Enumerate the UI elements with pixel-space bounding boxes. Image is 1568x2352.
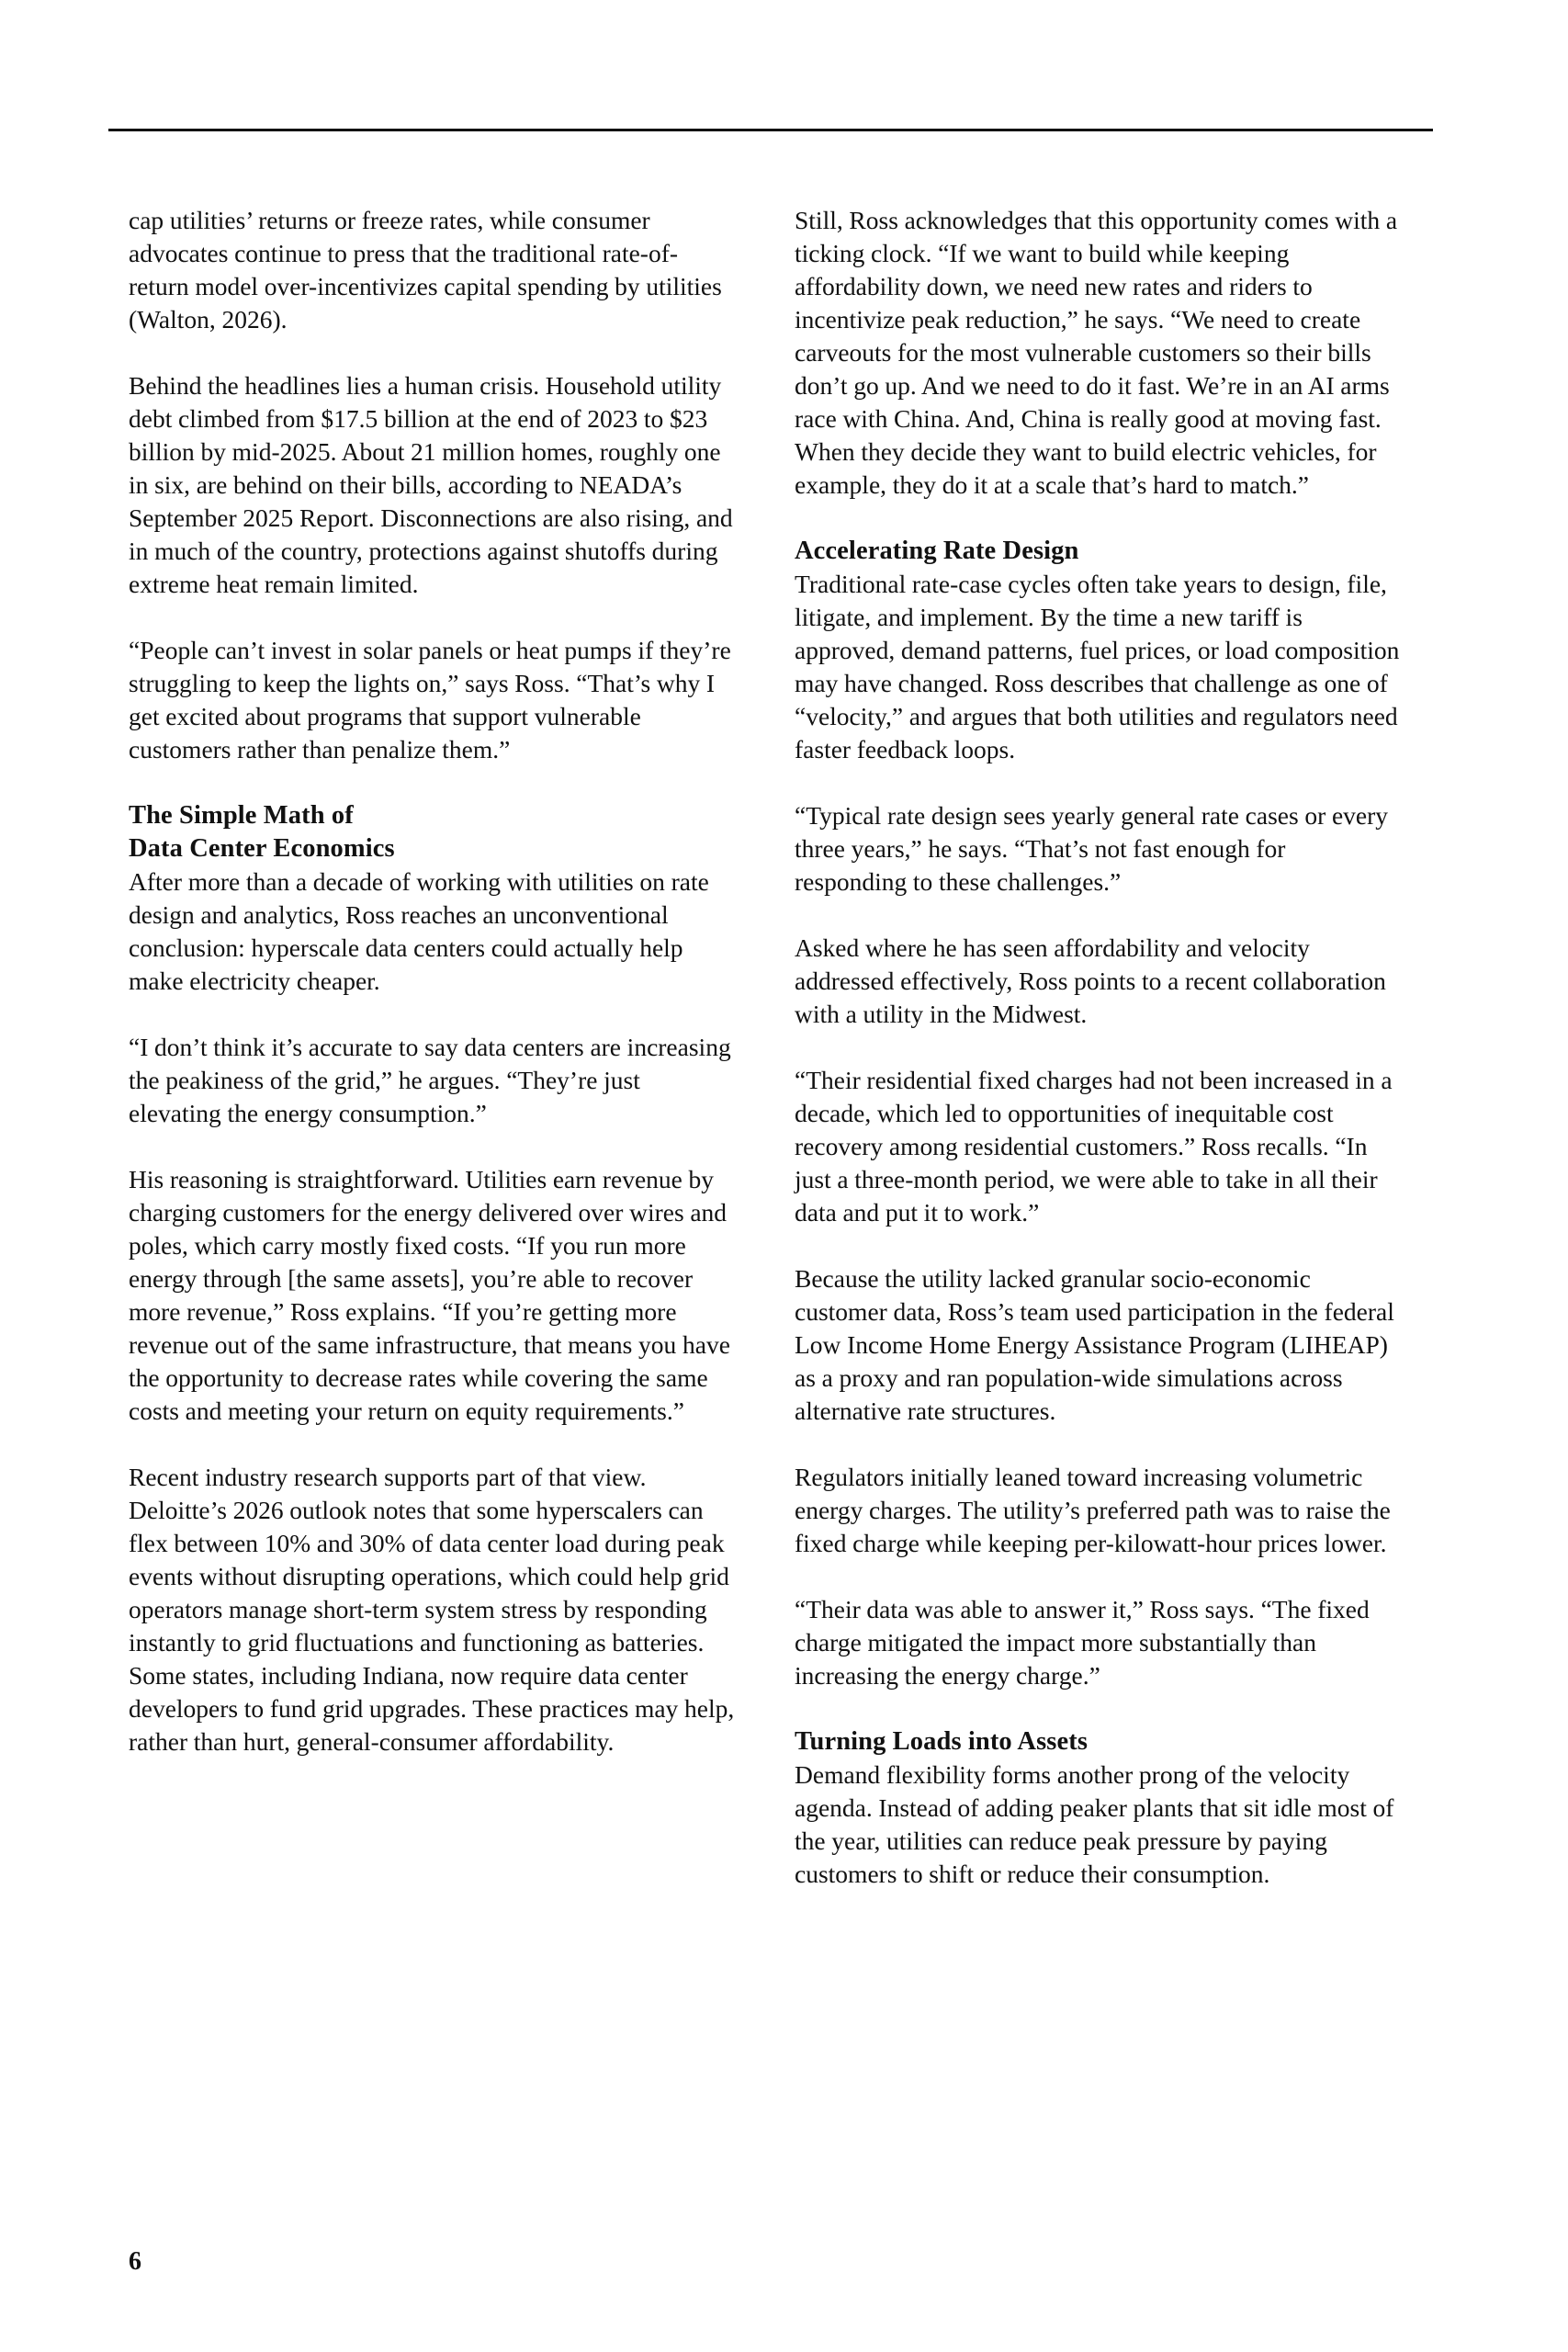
body-paragraph: Because the utility lacked granular socio-economic customer data, Ross’s team used participation in the federal Low Income Home Energy Assistance Program (LIHEAP) as a proxy and ran population-wide simulations across alternative rate structures. xyxy=(795,1264,1394,1425)
body-paragraph: “People can’t invest in solar panels or heat pumps if they’re struggling to keep the lights on,” says Ross. “That’s why I get excited about programs that support vulnerable customers rather than penalize them.” xyxy=(129,636,731,763)
right-column xyxy=(795,204,1401,1891)
body-paragraph: Asked where he has seen affordability and velocity addressed effectively, Ross points to a recent collaboration with a utility in the Midwest. xyxy=(795,933,1386,1028)
body-paragraph: Traditional rate-case cycles often take years to design, file, litigate, and implement. By the time a new tariff is approved, demand patterns, fuel prices, or load composition may have changed. Ross describes that challenge as one of “velocity,” and argues that both utilities and regulators need faster feedback loops. xyxy=(795,570,1400,763)
body-paragraph: “Typical rate design sees yearly general rate cases or every three years,” he says. “That’s not fast enough for responding to these challenges.” xyxy=(795,801,1389,896)
body-paragraph: Demand flexibility forms another prong of the velocity agenda. Instead of adding peaker plants that sit idle most of the year, utilities can reduce peak pressure by paying customers to shift or reduce their consumption. xyxy=(795,1760,1394,1888)
body-paragraph: Behind the headlines lies a human crisis. Household utility debt climbed from $17.5 billion at the end of 2023 to $23 billion by mid-2025. About 21 million homes, roughly one in six, are behind on their bills, according to NEADA’s September 2025 Report. Disconnections are also rising, and in much of the country, protections against shutoffs during extreme heat remain limited. xyxy=(129,371,733,598)
left-column xyxy=(129,204,735,1758)
header-rule xyxy=(108,129,1433,131)
section-heading: Accelerating Rate Design xyxy=(795,537,1079,565)
body-paragraph: cap utilities’ returns or freeze rates, while consumer advocates continue to press that the traditional rate-of-return model over-incentivizes capital spending by utilities (Walton, 2026). xyxy=(129,206,722,334)
body-paragraph: Regulators initially leaned toward increasing volumetric energy charges. The utility’s preferred path was to raise the fixed charge while keeping per-kilowatt-hour prices lower. xyxy=(795,1463,1391,1557)
section-heading: The Simple Math of Data Center Economics xyxy=(129,801,395,863)
body-paragraph: “Their residential fixed charges had not been increased in a decade, which led to opportunities of inequitable cost recovery among residential customers.” Ross recalls. “In just a three-month period, we were able to take in all their data and put it to work.” xyxy=(795,1066,1393,1227)
body-paragraph: His reasoning is straightforward. Utilities earn revenue by charging customers for the energy delivered over wires and poles, which carry mostly fixed costs. “If you run more energy through [the same assets], you’re able to recover more revenue,” Ross explains. “If you’re getting more revenue out of the same infrastructure, that means you have the opportunity to decrease rates while covering the same costs and meeting your return on equity requirements.” xyxy=(129,1165,730,1425)
section-heading: Turning Loads into Assets xyxy=(795,1727,1089,1756)
body-paragraph: “I don’t think it’s accurate to say data centers are increasing the peakiness of the grid,” he argues. “They’re just elevating the energy consumption.” xyxy=(129,1033,731,1127)
two-column-body xyxy=(129,204,1433,1891)
body-paragraph: Recent industry research supports part of that view. Deloitte’s 2026 outlook notes that some hyperscalers can flex between 10% and 30% of data center load during peak events without disrupting operations, which could help grid operators manage short-term system stress by responding instantly to grid fluctuations and functioning as batteries. Some states, including Indiana, now require data center developers to fund grid upgrades. These practices may help, rather than hurt, general-consumer affordability. xyxy=(129,1463,735,1756)
body-paragraph: After more than a decade of working with utilities on rate design and analytics, Ross reaches an unconventional conclusion: hyperscale data centers could actually help make electricity cheaper. xyxy=(129,867,709,995)
body-paragraph: Still, Ross acknowledges that this opportunity comes with a ticking clock. “If we want to build while keeping affordability down, we need new rates and riders to incentivize peak reduction,” he says. “We need to create carveouts for the most vulnerable customers so their bills don’t go up. And we need to do it fast. We’re in an AI arms race with China. And, China is really good at moving fast. When they decide they want to build electric vehicles, for example, they do it at a scale that’s hard to match.” xyxy=(795,206,1398,499)
page-number: 6 xyxy=(129,2247,141,2276)
body-paragraph: “Their data was able to answer it,” Ross says. “The fixed charge mitigated the impact more substantially than increasing the energy charge.” xyxy=(795,1595,1370,1690)
